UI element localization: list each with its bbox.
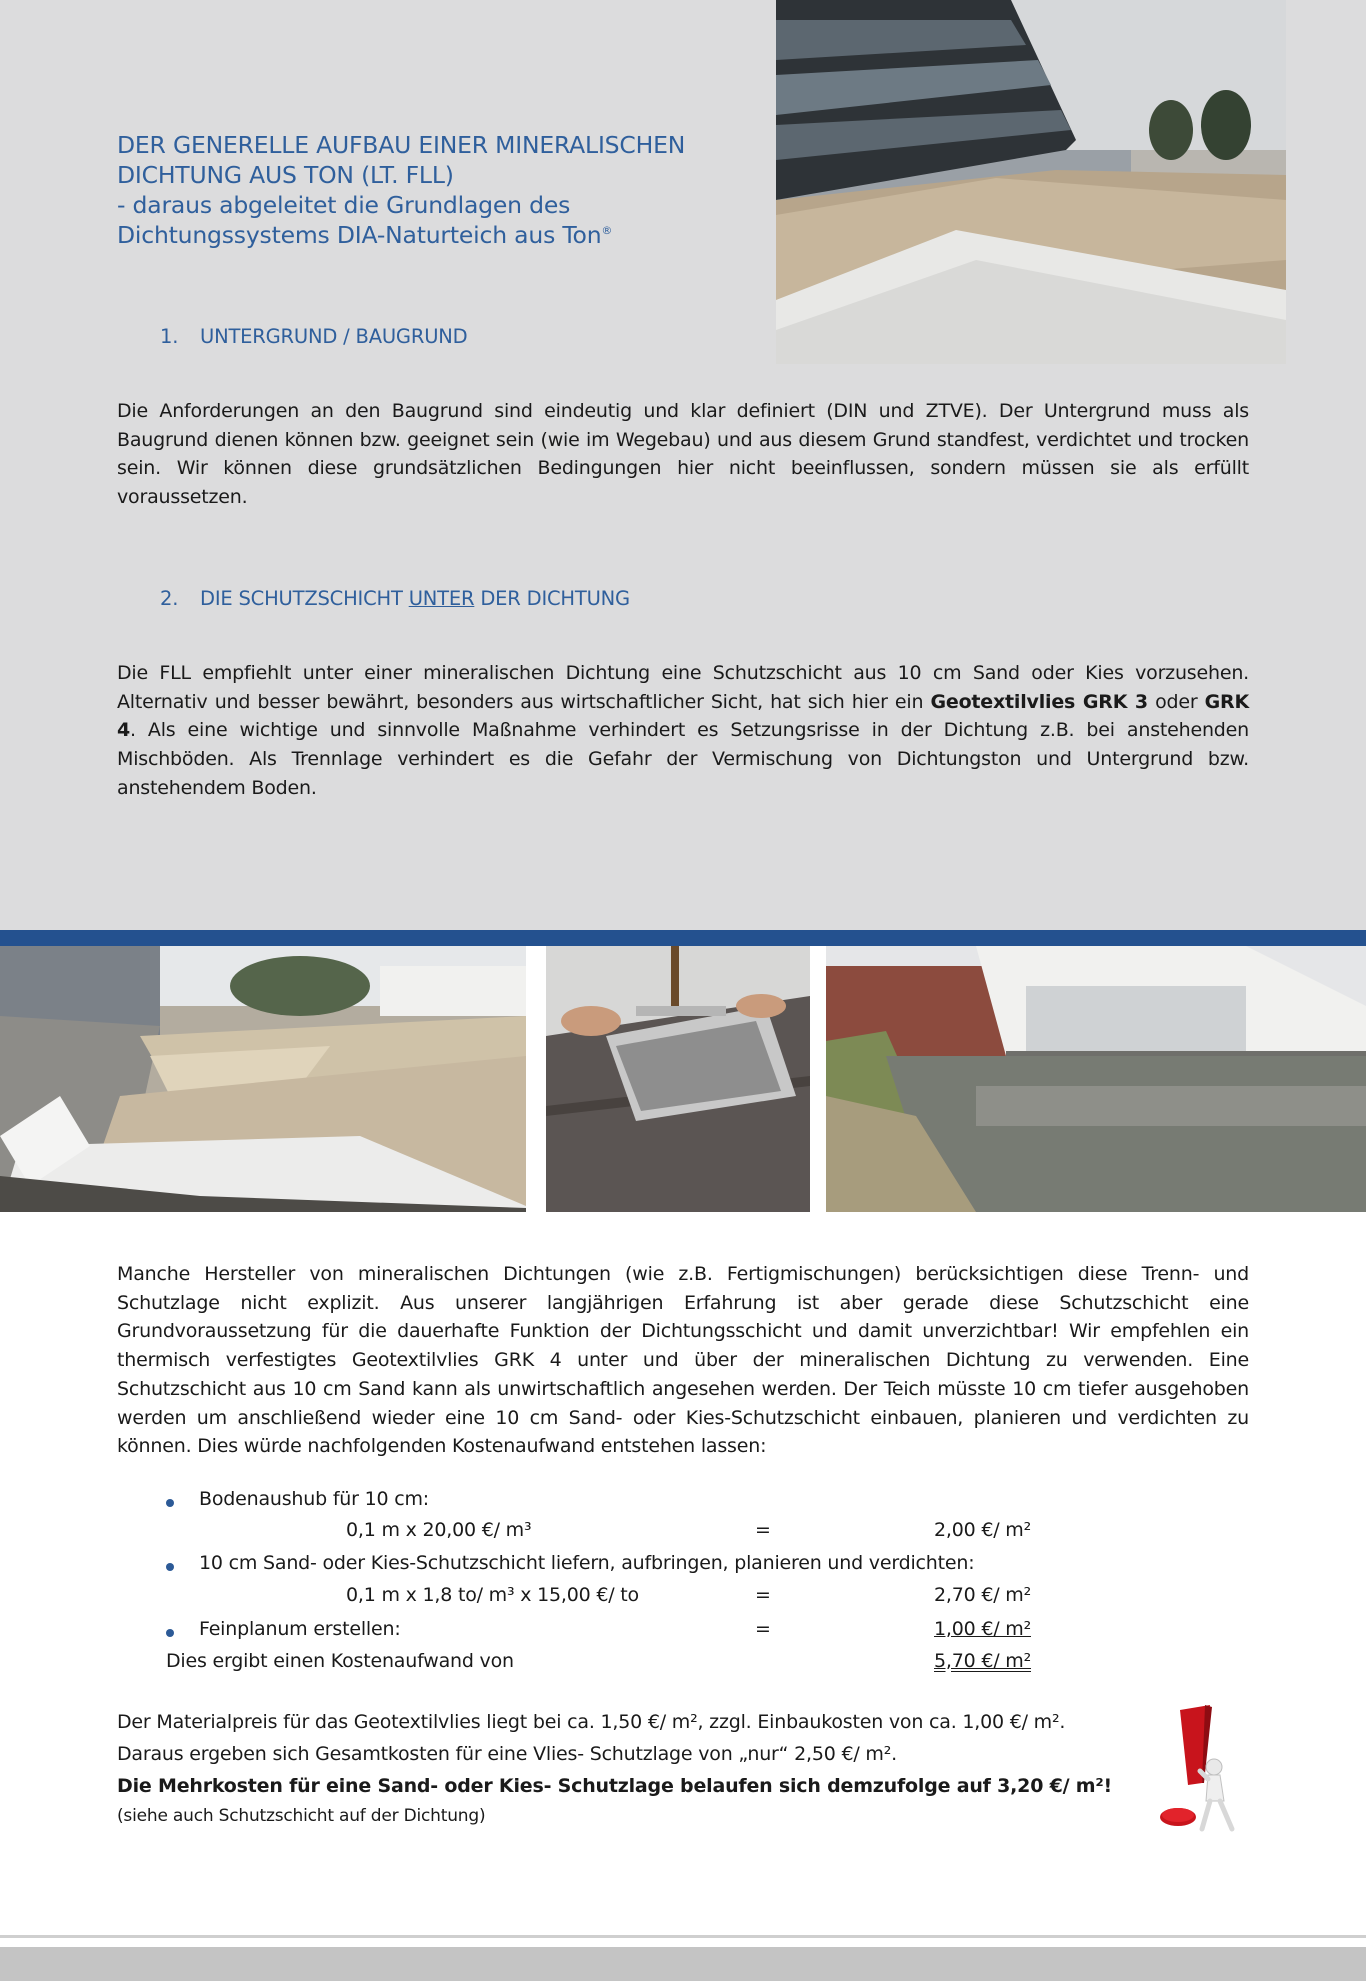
cost-total-result: 5,70 €/ m²	[934, 1650, 1031, 1672]
section-2-heading-pre: DIE SCHUTZSCHICHT	[200, 587, 409, 610]
section-2-number: 2.	[160, 587, 179, 610]
construction-site-photo	[776, 0, 1286, 364]
registered-mark: ®	[601, 224, 613, 238]
plate-compactor-photo	[546, 946, 810, 1212]
cost-item-2-label: 10 cm Sand- oder Kies-Schutzschicht liefern, aufbringen, planieren und verdichten:	[199, 1552, 975, 1574]
page-title	[117, 130, 757, 250]
title-line-1: DER GENERELLE AUFBAU EINER MINERALISCHEN	[117, 131, 686, 159]
section-2-text-b: oder	[1147, 690, 1205, 713]
conclusion-line-4: (siehe auch Schutzschicht auf der Dichtung)	[117, 1806, 486, 1826]
conclusion-line-1: Der Materialpreis für das Geotextilvlies liegt bei ca. 1,50 €/ m², zzgl. Einbaukosten von ca. 1,00 €/ m².	[117, 1711, 1066, 1733]
cost-item-2-equals: =	[755, 1584, 771, 1606]
conclusion-line-2: Daraus ergeben sich Gesamtkosten für eine Vlies- Schutzlage von „nur“ 2,50 €/ m².	[117, 1743, 897, 1765]
cost-item-3-result: 1,00 €/ m²	[934, 1618, 1031, 1640]
section-2-heading	[160, 587, 630, 610]
section-1-heading-text: UNTERGRUND / BAUGRUND	[200, 325, 468, 348]
section-2-bold-a: Geotextilvlies GRK 3	[930, 690, 1148, 713]
cost-total-label: Dies ergibt einen Kostenaufwand von	[166, 1650, 514, 1672]
cost-item-1-calc: 0,1 m x 20,00 €/ m³	[346, 1519, 532, 1541]
section-1-number: 1.	[160, 325, 179, 348]
cost-item-3-label: Feinplanum erstellen:	[199, 1618, 401, 1640]
cost-item-1-equals: =	[755, 1519, 771, 1541]
section-3-paragraph: Manche Hersteller von mineralischen Dichtungen (wie z.B. Fertigmischungen) berücksichtigen diese Trenn- und Schutzlage nicht explizit. Aus unserer langjährigen Erfahrung ist aber gerade diese Schutzschicht eine Grundvoraussetzung für die dauerhafte Funktion der Dichtungsschicht und damit unverzichtbar! Wir empfehlen ein thermisch verfestigtes Geotextilvlies GRK 4 unter und über der mineralischen Dichtung zu verwenden. Eine Schutzschicht aus 10 cm Sand kann als unwirtschaftlich angesehen werden. Der Teich müsste 10 cm tiefer ausgehoben werden um anschließend wieder eine 10 cm Sand- oder Kies-Schutzschicht einbauen, planieren und verdichten zu können. Dies würde nachfolgenden Kostenaufwand entstehen lassen:	[117, 1263, 1249, 1458]
footer-line	[0, 1935, 1366, 1938]
bullet-3	[166, 1629, 174, 1637]
section-2-heading-underlined: UNTER	[408, 587, 475, 610]
geotextile-slope-photo	[0, 946, 526, 1212]
title-line-2: DICHTUNG AUS TON (LT. FLL)	[117, 161, 454, 189]
pond-building-photo	[826, 946, 1366, 1212]
blue-divider-bar	[0, 930, 1366, 946]
bullet-1	[166, 1499, 174, 1507]
section-2-bold-b: GRK 4	[117, 690, 1249, 742]
title-line-4: Dichtungssystems DIA-Naturteich aus Ton	[117, 221, 602, 249]
section-2-paragraph	[117, 659, 1249, 803]
cost-item-2-calc: 0,1 m x 1,8 to/ m³ x 15,00 €/ to	[346, 1584, 639, 1606]
title-line-3: - daraus abgeleitet die Grundlagen des	[117, 191, 571, 219]
cost-item-1-label: Bodenaushub für 10 cm:	[199, 1488, 429, 1510]
section-1-heading	[160, 325, 467, 348]
section-2-text-a: Die FLL empfiehlt unter einer mineralischen Dichtung eine Schutzschicht aus 10 cm Sand oder Kies vorzusehen. Alternativ und besser bewährt, besonders aus wirtschaftlicher Sicht, hat sich hier ein	[117, 662, 1249, 713]
cost-item-1-result: 2,00 €/ m²	[934, 1519, 1031, 1541]
bullet-2	[166, 1563, 174, 1571]
footer-bar	[0, 1947, 1366, 1981]
section-1-paragraph: Die Anforderungen an den Baugrund sind eindeutig und klar definiert (DIN und ZTVE). Der Untergrund muss als Baugrund dienen können bzw. geeignet sein (wie im Wegebau) und aus diesem Grund standfest, verdichtet und trocken sein. Wir können diese grundsätzlichen Bedingungen hier nicht beeinflussen, sondern müssen sie als erfüllt voraussetzen.	[117, 400, 1249, 509]
conclusion-line-3: Die Mehrkosten für eine Sand- oder Kies- Schutzlage belaufen sich demzufolge auf 3,20 €/ m²!	[117, 1775, 1112, 1797]
cost-item-2-result: 2,70 €/ m²	[934, 1584, 1031, 1606]
section-2-heading-post: DER DICHTUNG	[474, 587, 630, 610]
cost-item-3-equals: =	[755, 1618, 771, 1640]
exclamation-mark-icon	[1150, 1705, 1250, 1835]
section-2-text-c: . Als eine wichtige und sinnvolle Maßnahme verhindert es Setzungsrisse in der Dichtung z.B. bei anstehenden Mischböden. Als Trennlage verhindert es die Gefahr der Vermischung von Dichtungston und Untergrund bzw. anstehendem Boden.	[117, 719, 1249, 799]
